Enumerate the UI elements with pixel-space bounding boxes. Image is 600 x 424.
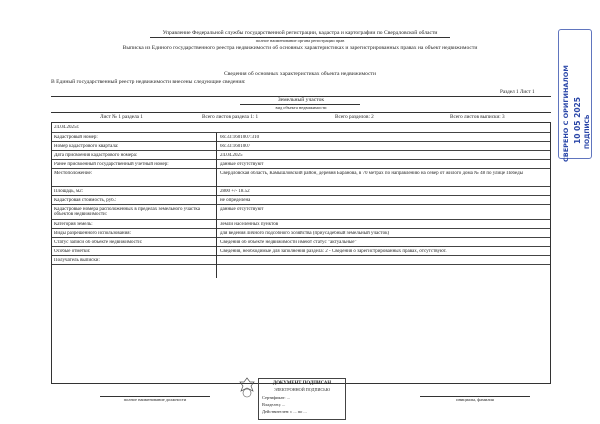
date-row [52,123,550,133]
e-signature-box [258,378,346,420]
total-sheets: Всего листов выписки: 3 [450,114,505,120]
section-tag: Раздел 1 Лист 1 [500,89,535,95]
table-row [52,151,550,160]
intro-text: В Единый государственный реестр недвижимости внесены следующие сведения: [51,79,246,85]
section-title: Сведения об основных характеристиках объекта недвижимости [223,71,376,77]
row-label: Категория земель: [54,222,93,227]
cert-line-2: Владелец: ... [262,402,286,407]
row-value: не определена [220,198,251,203]
total-sections: Всего разделов: 2 [335,114,374,120]
sheet-bar-top [51,112,551,113]
name-caption: инициалы, фамилия [456,397,494,402]
row-label: Виды разрешенного использования: [54,231,131,236]
row-label: Статус записи об объекте недвижимости: [54,240,143,245]
table-row [52,169,550,187]
row-label: Местоположение: [54,171,93,176]
stamp-line-1: СВЕРЕНО С ОРИГИНАЛОМ [562,65,570,162]
table-row [52,247,550,256]
certification-stamp [556,24,594,164]
row-label: Ранее присвоенный государственный учетный номер: [54,162,169,167]
sheet-number: Лист № 1 раздела 1 [100,114,143,120]
row-value: 2800 +/- 18.52 [220,189,250,194]
row-value: Свердловская область, Камышловский район, деревня Баранова, в 70 метрах по направлению на север от жилого дома № 48 по улице Победы [220,171,523,176]
row-label: Особые отметки: [54,249,91,254]
authority-name: Управление Федеральной службы государственной регистрации, кадастра и картографии по Свердловской области [162,30,438,36]
emblem-icon [238,377,256,399]
row-value: данные отсутствуют [220,162,264,167]
row-value: 66:33:1601007 [220,144,251,149]
cert-line-3: Действителен: с ... по ... [262,409,307,414]
row-label: Получатель выписки: [54,258,100,263]
stamp-frame [558,29,592,159]
e-signature-title: ДОКУМЕНТ ПОДПИСАН [272,381,332,386]
date-value: 24.04.2025г. [54,125,80,130]
object-type: Земельный участок [277,97,325,103]
row-value: 66:33:1601007:310 [220,135,260,140]
row-value: Сведения об объекте недвижимости имеют статус "актуальные" [220,240,357,245]
table-row [52,205,550,220]
row-value: данные отсутствуют [220,207,264,212]
authority-caption: полное наименование органа регистрации прав [255,38,345,43]
row-label: Кадастровый номер: [54,135,98,140]
row-label: Площадь, м2: [54,189,84,194]
row-label: Кадастровые номера расположенных в пределах земельного участка объектов недвижимости: [54,207,200,217]
e-signature-subtitle: ЭЛЕКТРОННОЙ ПОДПИСЬЮ [273,387,331,392]
table-row [52,238,550,247]
row-value: Сведения, необходимые для заполнения раздела: 2 - Сведения о зарегистрированных правах, отсутствуют. [220,249,447,254]
row-value: 24.04.2025 [220,153,243,158]
cert-line-1: Сертификат: ... [262,395,290,400]
row-label: Номер кадастрового квартала: [54,144,119,149]
row-value [220,258,548,266]
table-row [52,160,550,169]
stamp-line-2: 10 05 2025 [573,97,582,144]
position-caption: полное наименование должности [123,397,187,402]
table-row [52,142,550,151]
document-title: Выписка из Единого государственного реестра недвижимости об основных характеристиках и зарегистрированных правах на объект недвижимости [122,45,478,51]
sheets-in-section: Всего листов раздела 1: 1 [202,114,259,120]
row-value: Земли населенных пунктов [220,222,279,227]
table-row [52,196,550,205]
row-value: для ведения личного подсобного хозяйства (приусадебный земельный участок) [220,231,390,236]
register-table [51,122,551,384]
stamp-line-3: ПОДПИСЬ [584,114,591,149]
table-row [52,133,550,142]
table-row [52,220,550,229]
row-label: Дата присвоения кадастрового номера: [54,153,138,158]
table-row [52,187,550,196]
row-label: Кадастровая стоимость, руб.: [54,198,117,203]
column-divider [216,133,217,278]
table-row [52,229,550,238]
table-row [52,256,550,265]
object-type-caption: вид объекта недвижимости [275,105,327,110]
